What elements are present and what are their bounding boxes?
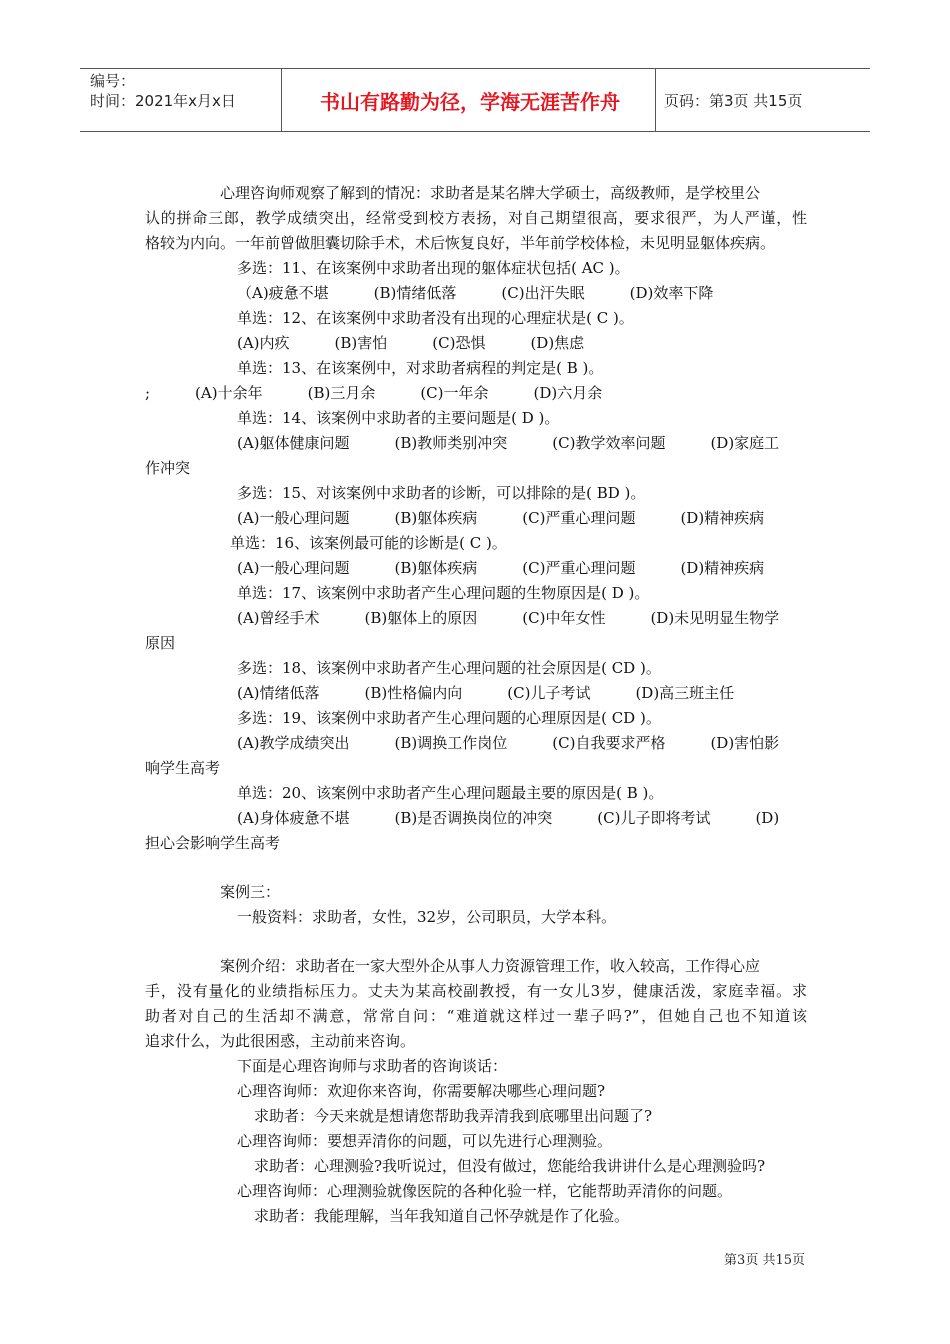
options-line: 担心会影响学生高考: [145, 834, 281, 852]
header-divider: [281, 69, 282, 131]
options-line: 原因: [145, 634, 176, 652]
options-line: （A)疲惫不堪 (B)情绪低落 (C)出汗失眠 (D)效率下降: [237, 284, 714, 302]
question-line: 单选：16、该案例最可能的诊断是( C )。: [230, 534, 507, 552]
body-line: 格较为内向。一年前曾做胆囊切除手术，术后恢复良好，半年前学校体检，未见明显躯体疾病。: [145, 234, 776, 252]
body-line: 下面是心理咨询师与求助者的咨询谈话：: [237, 1057, 508, 1075]
options-line: 作冲突: [145, 459, 191, 477]
options-line: (A)情绪低落 (B)性格偏内向 (C)儿子考试 (D)高三班主任: [237, 684, 735, 702]
options-line: (A)内疚 (B)害怕 (C)恐惧 (D)焦虑: [237, 334, 585, 352]
question-line: 多选：11、在该案例中求助者出现的躯体症状包括( AC )。: [237, 259, 630, 277]
dialogue-line: 心理咨询师：心理测验就像医院的各种化验一样，它能帮助弄清你的问题。: [237, 1182, 733, 1200]
header-meta: [90, 71, 236, 111]
options-line: 响学生高考: [145, 759, 221, 777]
body-line: 案例介绍：求助者在一家大型外企从事人力资源管理工作，收入较高，工作得心应: [220, 957, 761, 975]
question-line: 多选：15、对该案例中求助者的诊断，可以排除的是( BD )。: [237, 484, 646, 502]
options-line: (A)教学成绩突出 (B)调换工作岗位 (C)自我要求严格 (D)害怕影: [237, 734, 780, 752]
page-footer: 第3页 共15页: [724, 1253, 805, 1268]
doc-date-label: 时间：2021年x月x日: [90, 92, 236, 110]
options-line: (A)躯体健康问题 (B)教师类别冲突 (C)教学效率问题 (D)家庭工: [237, 434, 780, 452]
question-line: 单选：14、该案例中求助者的主要问题是( D )。: [237, 409, 560, 427]
options-line: (A)身体疲惫不堪 (B)是否调换岗位的冲突 (C)儿子即将考试 (D): [237, 809, 780, 827]
question-line: 多选：19、该案例中求助者产生心理问题的心理原因是( CD )。: [237, 709, 661, 727]
dialogue-line: 求助者：我能理解，当年我知道自己怀孕就是作了化验。: [254, 1207, 630, 1225]
body-line: 一般资料：求助者，女性，32岁，公司职员，大学本科。: [237, 908, 617, 926]
options-line: (A)一般心理问题 (B)躯体疾病 (C)严重心理问题 (D)精神疾病: [237, 559, 765, 577]
section-heading: 案例三：: [220, 883, 281, 901]
dialogue-line: 求助者：心理测验?我听说过，但没有做过，您能给我讲讲什么是心理测验吗?: [254, 1157, 766, 1175]
question-line: 单选：13、在该案例中，对求助者病程的判定是( B )。: [237, 359, 604, 377]
header-divider: [655, 69, 656, 131]
header-page-label: 页码：第3页 共15页: [664, 92, 803, 110]
doc-number-label: 编号：: [90, 72, 136, 90]
question-line: 单选：20、该案例中求助者产生心理问题最主要的原因是( B )。: [237, 784, 664, 802]
body-line: 心理咨询师观察了解到的情况：求助者是某名牌大学硕士，高级教师，是学校里公: [220, 184, 761, 202]
options-line: ; (A)十余年 (B)三月余 (C)一年余 (D)六月余: [145, 384, 603, 402]
dialogue-line: 心理咨询师：欢迎你来咨询，你需要解决哪些心理问题?: [237, 1082, 606, 1100]
question-line: 多选：18、该案例中求助者产生心理问题的社会原因是( CD )。: [237, 659, 661, 677]
options-line: (A)曾经手术 (B)躯体上的原因 (C)中年女性 (D)未见明显生物学: [237, 609, 780, 627]
options-line: (A)一般心理问题 (B)躯体疾病 (C)严重心理问题 (D)精神疾病: [237, 509, 765, 527]
body-line: 手，没有量化的业绩指标压力。丈夫为某高校副教授，有一女儿3岁，健康活泼，家庭幸福。求: [145, 982, 807, 1000]
dialogue-line: 心理咨询师：要想弄清你的问题，可以先进行心理测验。: [237, 1132, 613, 1150]
page-header: [80, 68, 870, 132]
body-line: 助者对自己的生活却不满意，常常自问：“难道就这样过一辈子吗?”，但她自己也不知道该: [145, 1007, 807, 1025]
body-line: 认的拼命三郎，教学成绩突出，经常受到校方表扬，对自己期望很高，要求很严，为人严谨，性: [145, 209, 807, 227]
body-line: 追求什么，为此很困惑，主动前来咨询。: [145, 1032, 416, 1050]
question-line: 单选：17、该案例中求助者产生心理问题的生物原因是( D )。: [237, 584, 650, 602]
header-motto: 书山有路勤为径，学海无涯苦作舟: [320, 89, 620, 114]
question-line: 单选：12、在该案例中求助者没有出现的心理症状是( C )。: [237, 309, 634, 327]
dialogue-line: 求助者：今天来就是想请您帮助我弄清我到底哪里出问题了?: [254, 1107, 653, 1125]
